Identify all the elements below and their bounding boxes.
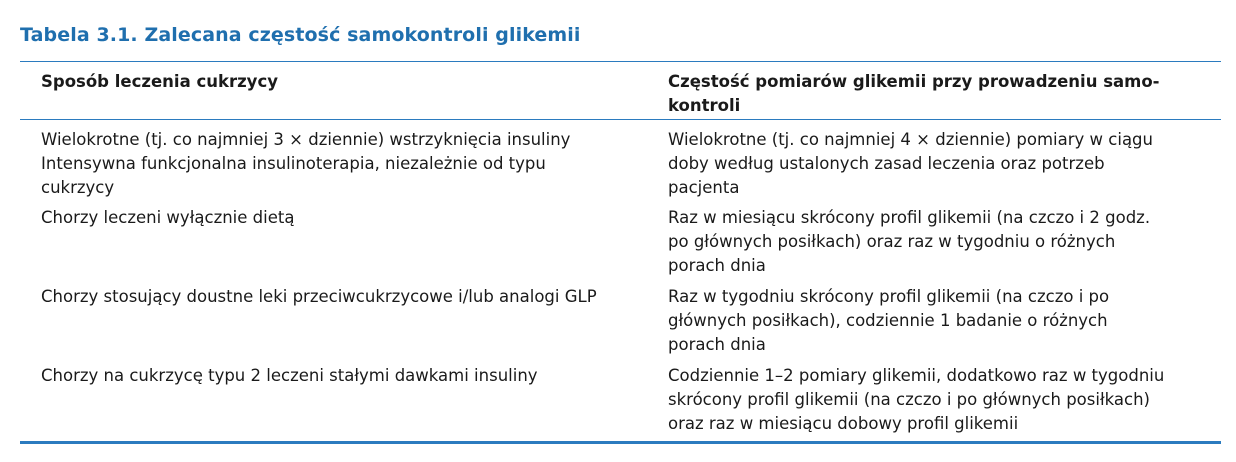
top-rule <box>20 61 1221 62</box>
header-treatment <box>41 70 278 94</box>
header-treatment-line: Sposób leczenia cukrzycy <box>41 72 278 91</box>
cell-line: porach dnia <box>668 335 766 354</box>
cell-line: skrócony profil glikemii (na czczo i po głównych posiłkach) <box>668 390 1150 409</box>
frequency-cell <box>668 128 1153 200</box>
cell-line: oraz raz w miesiącu dobowy profil glikemii <box>668 414 1019 433</box>
cell-line: głównych posiłkach), codziennie 1 badanie o różnych <box>668 311 1108 330</box>
cell-line: Chorzy na cukrzycę typu 2 leczeni stałymi dawkami insuliny <box>41 366 538 385</box>
header-frequency <box>668 70 1160 118</box>
cell-line: po głównych posiłkach) oraz raz w tygodniu o różnych <box>668 232 1116 251</box>
header-frequency-line: Częstość pomiarów glikemii przy prowadzeniu samo- <box>668 72 1160 91</box>
cell-line: Chorzy stosujący doustne leki przeciwcukrzycowe i/lub analogi GLP <box>41 287 597 306</box>
bottom-rule <box>20 441 1221 444</box>
cell-line: cukrzycy <box>41 178 115 197</box>
cell-line: Chorzy leczeni wyłącznie dietą <box>41 208 295 227</box>
frequency-cell <box>668 285 1109 357</box>
cell-line: Codziennie 1–2 pomiary glikemii, dodatkowo raz w tygodniu <box>668 366 1165 385</box>
cell-line: Intensywna funkcjonalna insulinoterapia, niezależnie od typu <box>41 154 546 173</box>
treatment-cell <box>41 364 538 388</box>
cell-line: Raz w tygodniu skrócony profil glikemii (na czczo i po <box>668 287 1110 306</box>
table-caption: Tabela 3.1. Zalecana częstość samokontroli glikemii <box>20 24 581 46</box>
cell-line: Raz w miesiącu skrócony profil glikemii (na czczo i 2 godz. <box>668 208 1151 227</box>
cell-line: Wielokrotne (tj. co najmniej 4 × dziennie) pomiary w ciągu <box>668 130 1153 149</box>
frequency-cell <box>668 364 1164 436</box>
cell-line: pacjenta <box>668 178 740 197</box>
cell-line: Wielokrotne (tj. co najmniej 3 × dziennie) wstrzyknięcia insuliny <box>41 130 571 149</box>
cell-line: porach dnia <box>668 256 766 275</box>
treatment-cell <box>41 285 597 309</box>
cell-line: doby według ustalonych zasad leczenia oraz potrzeb <box>668 154 1105 173</box>
header-frequency-line: kontroli <box>668 96 741 115</box>
treatment-cell <box>41 206 294 230</box>
treatment-cell <box>41 128 570 200</box>
frequency-cell <box>668 206 1150 278</box>
header-rule <box>20 119 1221 120</box>
